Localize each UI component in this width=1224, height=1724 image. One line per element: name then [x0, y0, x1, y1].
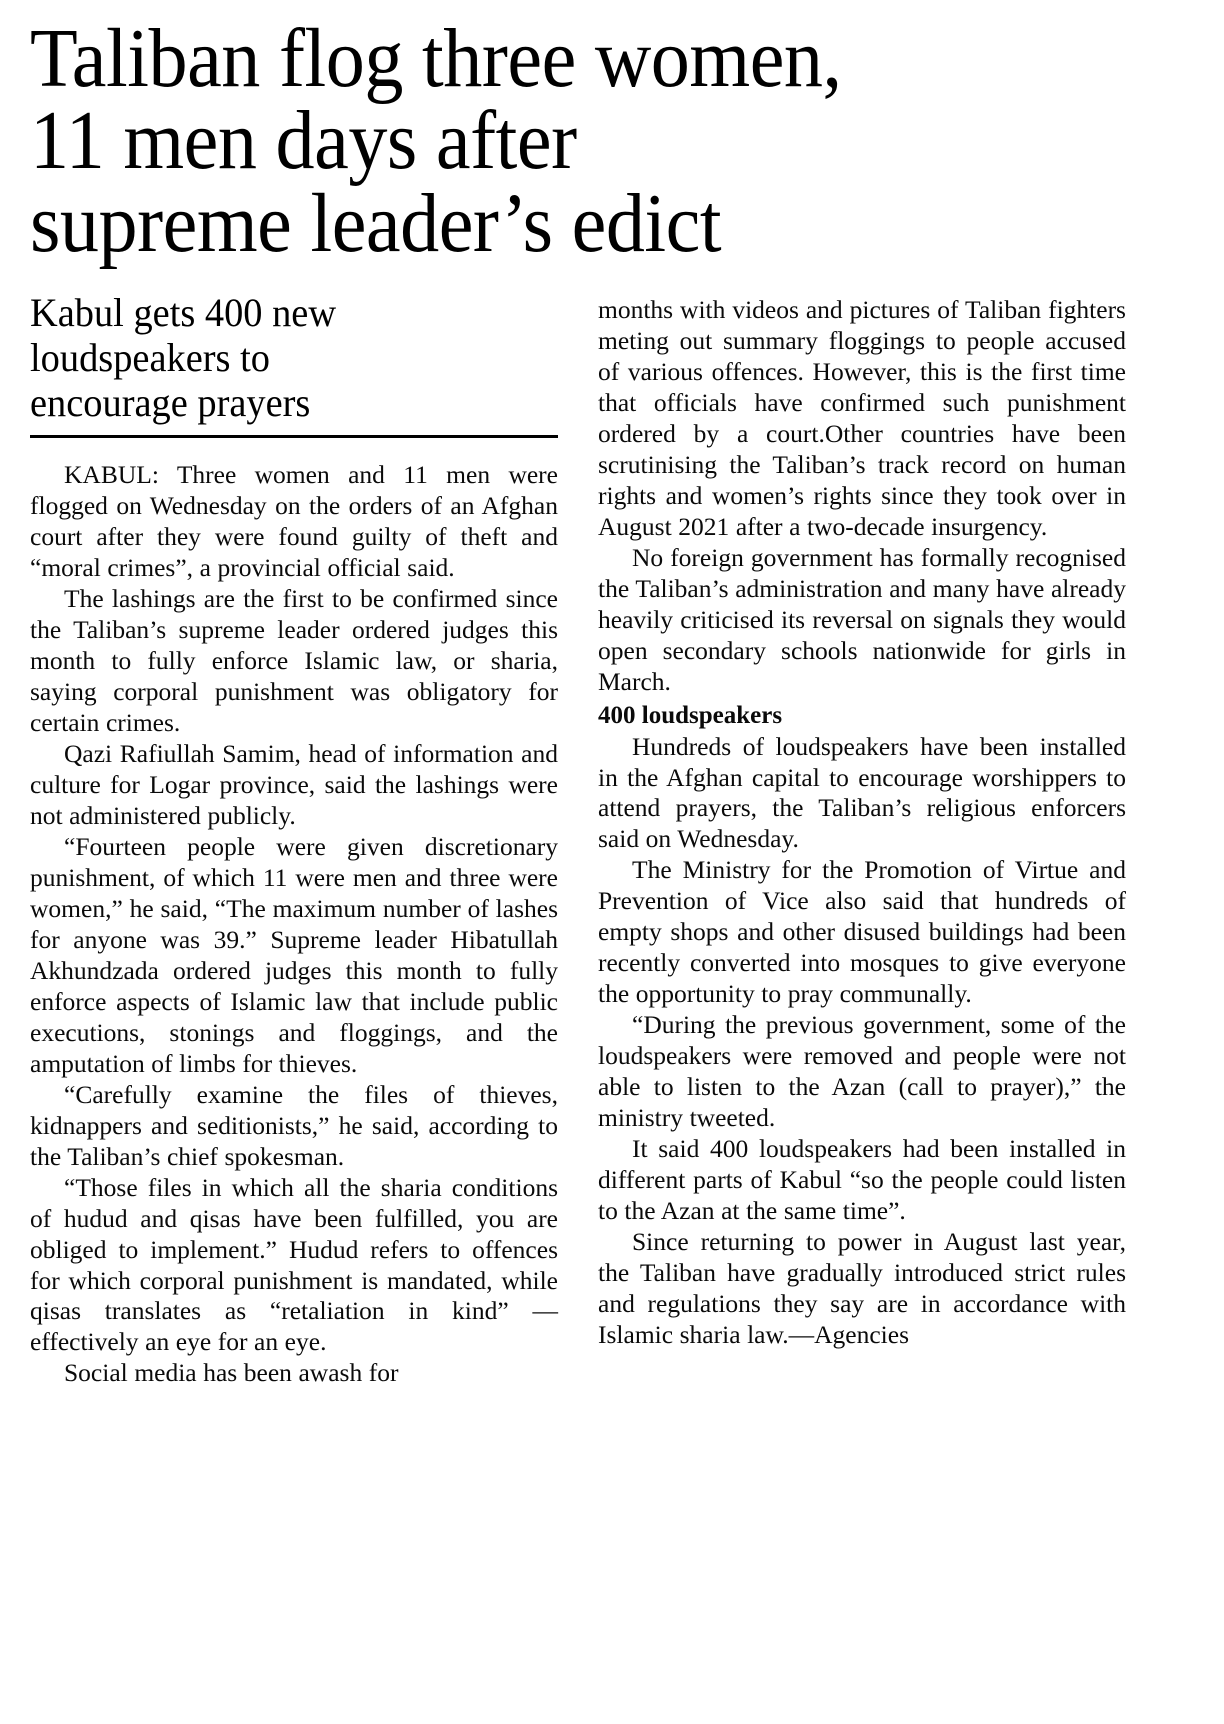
- section-subhead: 400 loudspeakers: [598, 701, 783, 729]
- headline-line-3: supreme leader’s edict: [30, 176, 722, 270]
- headline-line-2: 11 men days after: [30, 94, 577, 188]
- right-column: [598, 291, 1126, 1351]
- headline-line-1: Taliban flog three women,: [30, 12, 842, 105]
- paragraph: No foreign government has formally recognised the Taliban’s administration and many have already heavily criticised its reversal on signals they would open secondary schools nationwide for girls in March.: [598, 542, 1126, 696]
- paragraph: “Those files in which all the sharia conditions of hudud and qisas have been fulfilled, you are obliged to implement.” Hudud refers to offences for which corporal punishment is mandated, while qisas translates as “retaliation in kind” — effectively an eye for an eye.: [30, 1172, 558, 1357]
- paragraph-continued-to-next-column: Social media has been awash for: [64, 1358, 399, 1388]
- paragraph: KABUL: Three women and 11 men were flogged on Wednesday on the orders of an Afghan court after they were found guilty of theft and “moral crimes”, a provincial official said.: [30, 460, 558, 583]
- article-columns: [30, 291, 1194, 1389]
- paragraph: It said 400 loudspeakers had been installed in different parts of Kabul “so the people could listen to the Azan at the same time”.: [598, 1134, 1126, 1226]
- paragraph: Hundreds of loudspeakers have been installed in the Afghan capital to encourage worshippers to attend prayers, the Taliban’s religious enforcers said on Wednesday.: [598, 731, 1126, 854]
- paragraph-with-credit: Since returning to power in August last year, the Taliban have gradually introduced strict rules and regulations they say are in accordance with Islamic sharia law.—Agencies: [598, 1227, 1126, 1349]
- paragraph: “During the previous government, some of the loudspeakers were removed and people were not able to listen to the Azan (call to prayer),” the ministry tweeted.: [598, 1010, 1126, 1133]
- paragraph: “Fourteen people were given discretionary punishment, of which 11 were men and three were women,” he said, “The maximum number of lashes for anyone was 39.” Supreme leader Hibatullah Akhundzada ordered judges this month to fully enforce aspects of Islamic law that include public executions, stonings and floggings, and the amputation of limbs for thieves.: [30, 831, 558, 1078]
- paragraph-continuation: months with videos and pictures of Taliban fighters meting out summary floggings to people accused of various offences. However, this is the first time that officials have confirmed such punishment ordered by a court.Other countries have been scrutinising the Taliban’s track record on human rights and women’s rights since they took over in August 2021 after a two-decade insurgency.: [598, 294, 1126, 541]
- paragraph: Qazi Rafiullah Samim, head of information and culture for Logar province, said the lashings were not administered publicly.: [30, 739, 558, 830]
- left-column: [30, 291, 558, 1389]
- deck-line-1: Kabul gets 400 new: [30, 289, 337, 335]
- paragraph: “Carefully examine the files of thieves, kidnappers and seditionists,” he said, according to the Taliban’s chief spokesman.: [30, 1079, 558, 1171]
- paragraph: The lashings are the first to be confirmed since the Taliban’s supreme leader ordered judges this month to fully enforce Islamic law, or sharia, saying corporal punishment was obligatory for certain crimes.: [30, 584, 558, 738]
- article-deck: [30, 291, 557, 425]
- article-headline: [30, 0, 1193, 270]
- deck-line-2: loudspeakers to: [30, 334, 270, 380]
- deck-divider: [30, 435, 558, 438]
- deck-line-3: encourage prayers: [30, 379, 311, 425]
- paragraph: The Ministry for the Promotion of Virtue and Prevention of Vice also said that hundreds of empty shops and other disused buildings had been recently converted into mosques to give everyone the opportunity to pray communally.: [598, 855, 1126, 1009]
